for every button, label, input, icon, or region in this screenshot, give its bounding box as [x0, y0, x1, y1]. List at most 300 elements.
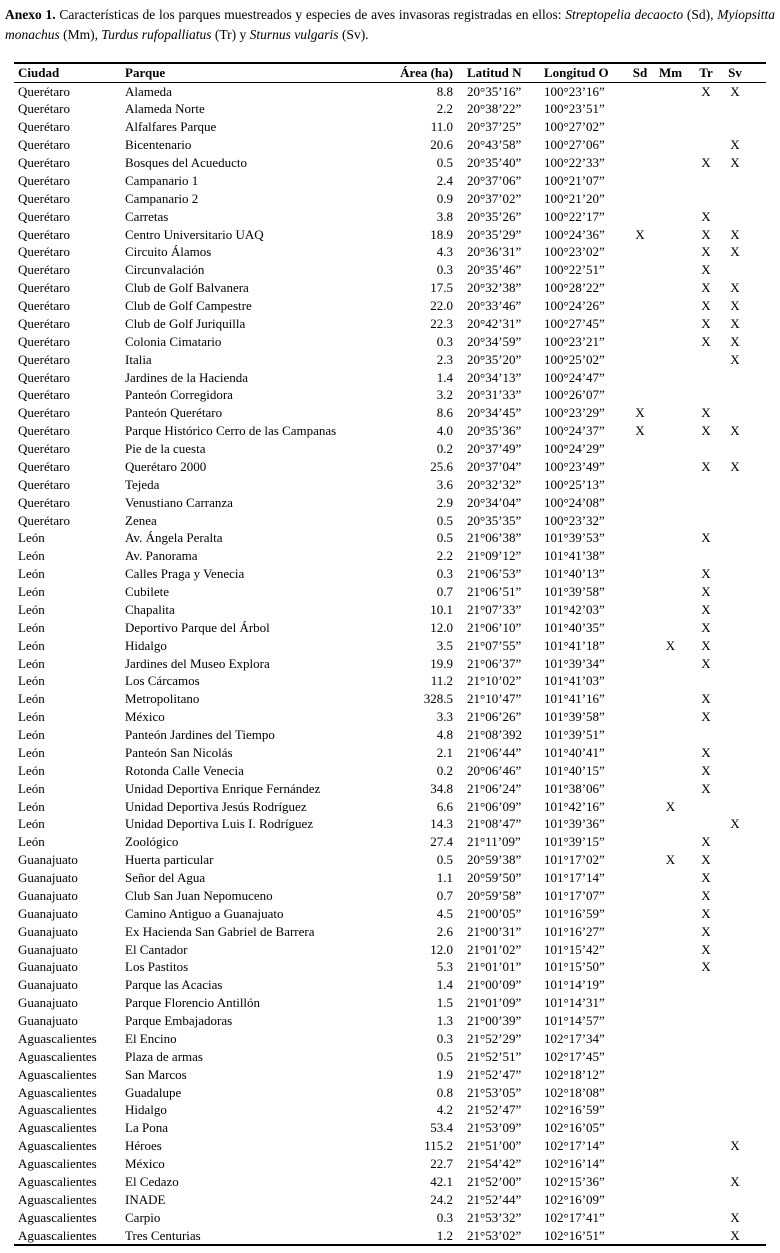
table-row	[14, 100, 766, 118]
cell-ciudad: León	[18, 566, 45, 582]
cell-tr	[688, 1066, 724, 1084]
cell-sv	[724, 1119, 766, 1137]
table-row	[14, 1209, 766, 1227]
cell-area: 0.3	[436, 1209, 453, 1225]
cell-lat: 21°06’37”	[467, 655, 522, 671]
cell-mm	[653, 386, 688, 404]
cell-lon: 100°24’47”	[544, 369, 605, 385]
cell-area: 2.6	[436, 923, 453, 939]
table-row	[14, 136, 766, 154]
cell-tr	[688, 976, 724, 994]
cell-area: 3.2	[436, 387, 453, 403]
cell-lon: 101°16’27”	[544, 923, 605, 939]
cell-ciudad: Aguascalientes	[18, 1156, 97, 1171]
cell-lon: 102°17’34”	[544, 1030, 605, 1046]
cell-area: 17.5	[430, 280, 453, 296]
table-row	[14, 386, 766, 404]
cell-parque: Rotonda Calle Venecia	[125, 762, 244, 778]
cell-lon: 101°39’36”	[544, 816, 605, 832]
cell-tr: X	[701, 709, 711, 725]
cell-sd	[627, 333, 653, 351]
table-row	[14, 708, 766, 726]
cell-ciudad: Querétaro	[18, 405, 70, 421]
cell-sv: X	[730, 458, 740, 474]
cell-sd	[627, 619, 653, 637]
cell-tr: X	[701, 244, 711, 260]
cell-ciudad: Querétaro	[18, 351, 70, 367]
cell-ciudad: Aguascalientes	[18, 1030, 97, 1046]
cell-parque: Tres Centurias	[125, 1227, 201, 1243]
cell-lon: 101°39’58”	[544, 584, 605, 599]
cell-tr	[688, 726, 724, 744]
cell-sd	[627, 1048, 653, 1066]
cell-lon: 100°24’37”	[544, 423, 605, 439]
cell-ciudad: León	[18, 673, 45, 689]
cell-ciudad: Querétaro	[18, 280, 70, 296]
cell-ciudad: León	[18, 584, 45, 599]
cell-sd	[627, 529, 653, 547]
cell-sv	[724, 369, 766, 387]
cell-ciudad: Querétaro	[18, 387, 70, 403]
cell-lon: 102°16’05”	[544, 1120, 605, 1136]
table-row	[14, 226, 766, 244]
cell-sv	[724, 619, 766, 637]
cell-lat: 21°00’31”	[467, 923, 522, 939]
cell-lat: 21°10’02”	[467, 673, 522, 689]
cell-mm	[653, 583, 688, 601]
cell-lat: 20°37’02”	[467, 190, 522, 206]
table-row	[14, 476, 766, 494]
cell-area: 4.8	[436, 727, 453, 742]
cell-lat: 21°52’44”	[467, 1191, 522, 1207]
cell-sd	[627, 744, 653, 762]
column-header-mm: Mm	[653, 63, 688, 82]
cell-lon: 100°22’51”	[544, 262, 605, 278]
cell-lat: 21°52’51”	[467, 1048, 522, 1064]
cell-mm	[653, 923, 688, 941]
cell-lon: 100°23’51”	[544, 101, 605, 117]
cell-lon: 100°24’26”	[544, 298, 605, 313]
cell-area: 0.8	[436, 1084, 453, 1100]
table-row	[14, 1173, 766, 1191]
table-row	[14, 333, 766, 351]
cell-tr: X	[701, 458, 711, 474]
cell-mm	[653, 815, 688, 833]
cell-mm	[653, 941, 688, 959]
cell-sv	[724, 547, 766, 565]
table-row	[14, 172, 766, 190]
table-row	[14, 154, 766, 172]
cell-ciudad: Querétaro	[18, 262, 70, 278]
cell-ciudad: Querétaro	[18, 369, 70, 385]
cell-mm	[653, 190, 688, 208]
column-header-tr: Tr	[688, 63, 724, 82]
cell-parque: Unidad Deportiva Enrique Fernández	[125, 780, 321, 796]
cell-area: 34.8	[430, 780, 453, 796]
cell-lon: 100°28’22”	[544, 280, 605, 296]
cell-sv	[724, 762, 766, 780]
table-row	[14, 1048, 766, 1066]
cell-parque: Unidad Deportiva Luis I. Rodríguez	[125, 816, 314, 832]
cell-mm	[653, 136, 688, 154]
table-row	[14, 672, 766, 690]
cell-sv	[724, 637, 766, 655]
cell-lat: 21°06’24”	[467, 780, 522, 796]
cell-mm	[653, 1137, 688, 1155]
cell-area: 25.6	[430, 458, 453, 474]
cell-parque: Parque Florencio Antillón	[125, 995, 261, 1011]
cell-lat: 21°07’33”	[467, 601, 522, 617]
cell-lon: 101°40’15”	[544, 762, 605, 778]
cell-tr: X	[701, 941, 711, 957]
cell-lon: 100°21’07”	[544, 172, 605, 188]
cell-ciudad: Aguascalientes	[18, 1173, 97, 1189]
cell-area: 1.5	[436, 995, 453, 1011]
cell-sd	[627, 243, 653, 261]
cell-sd: X	[635, 226, 645, 242]
cell-sv: X	[730, 351, 740, 367]
cell-parque: México	[125, 709, 165, 725]
cell-lat: 21°08’392	[467, 727, 523, 742]
table-row	[14, 82, 766, 100]
cell-parque: Los Pastitos	[125, 959, 189, 975]
cell-tr: X	[701, 744, 711, 760]
cell-lon: 101°41’03”	[544, 673, 605, 689]
cell-sv	[724, 690, 766, 708]
table-row	[14, 1012, 766, 1030]
cell-sv	[724, 1066, 766, 1084]
cell-parque: Hidalgo	[125, 637, 167, 653]
caption-text	[5, 7, 775, 42]
cell-area: 53.4	[430, 1120, 453, 1136]
cell-sv	[724, 655, 766, 673]
column-header-lon: Longitud O	[537, 63, 627, 82]
cell-mm	[653, 154, 688, 172]
cell-sd	[627, 1209, 653, 1227]
cell-tr: X	[701, 226, 711, 242]
cell-lat: 21°06’10”	[467, 619, 522, 635]
cell-parque: Unidad Deportiva Jesús Rodríguez	[125, 798, 307, 814]
column-header-sv: Sv	[724, 63, 766, 82]
cell-lat: 20°59’38”	[467, 852, 522, 868]
cell-parque: Señor del Agua	[125, 870, 206, 885]
cell-tr: X	[701, 619, 711, 635]
cell-sd	[627, 798, 653, 816]
cell-parque: El Cantador	[125, 941, 188, 957]
cell-sv	[724, 923, 766, 941]
species-name: Streptopelia decaocto	[565, 7, 684, 22]
caption-segment: Características de los parques muestreados y especies de aves invasoras registradas en ellos:	[55, 7, 566, 22]
cell-lat: 20°37’25”	[467, 119, 522, 135]
cell-ciudad: Querétaro	[18, 101, 70, 117]
cell-lat: 21°06’53”	[467, 566, 522, 582]
cell-lon: 100°24’08”	[544, 494, 605, 510]
cell-mm	[653, 833, 688, 851]
cell-area: 2.1	[436, 744, 453, 760]
cell-sd	[627, 154, 653, 172]
cell-lon: 100°22’17”	[544, 208, 605, 224]
cell-parque: Alameda	[125, 83, 172, 99]
cell-mm	[653, 279, 688, 297]
cell-sd	[627, 976, 653, 994]
cell-ciudad: León	[18, 709, 45, 725]
cell-sd	[627, 690, 653, 708]
cell-sd	[627, 1030, 653, 1048]
cell-tr: X	[701, 834, 711, 850]
cell-ciudad: León	[18, 727, 45, 742]
cell-tr	[688, 369, 724, 387]
cell-parque: Club de Golf Balvanera	[125, 280, 249, 296]
cell-tr: X	[701, 405, 711, 421]
cell-lat: 21°06’38”	[467, 530, 522, 546]
cell-sv	[724, 780, 766, 798]
cell-parque: Alfalfares Parque	[125, 119, 217, 135]
cell-mm	[653, 762, 688, 780]
cell-mm	[653, 422, 688, 440]
cell-tr	[688, 798, 724, 816]
table-row	[14, 404, 766, 422]
table-row	[14, 547, 766, 565]
cell-lon: 102°16’51”	[544, 1227, 605, 1243]
cell-lat: 21°52’00”	[467, 1173, 522, 1189]
cell-lon: 101°17’07”	[544, 887, 605, 903]
cell-parque: Italia	[125, 351, 152, 367]
cell-area: 3.8	[436, 208, 453, 224]
cell-sd	[627, 208, 653, 226]
cell-parque: Jardines de la Hacienda	[125, 369, 249, 385]
cell-ciudad: Querétaro	[18, 441, 70, 456]
cell-lat: 21°01’09”	[467, 995, 522, 1011]
table-row	[14, 619, 766, 637]
cell-mm	[653, 690, 688, 708]
cell-tr	[688, 1173, 724, 1191]
cell-ciudad: León	[18, 816, 45, 832]
cell-sd	[627, 905, 653, 923]
cell-area: 12.0	[430, 941, 453, 957]
cell-area: 20.6	[430, 137, 453, 153]
cell-sv	[724, 887, 766, 905]
cell-parque: Alameda Norte	[125, 101, 205, 117]
cell-area: 1.2	[436, 1227, 453, 1243]
table-row	[14, 941, 766, 959]
cell-tr: X	[701, 852, 711, 868]
cell-parque: Querétaro 2000	[125, 458, 207, 474]
cell-sv	[724, 1048, 766, 1066]
caption-segment: (Sd),	[683, 7, 718, 22]
cell-mm	[653, 994, 688, 1012]
cell-area: 24.2	[430, 1191, 453, 1207]
cell-tr: X	[701, 423, 711, 439]
cell-ciudad: León	[18, 762, 45, 778]
cell-parque: Bicentenario	[125, 137, 192, 153]
cell-lat: 20°59’50”	[467, 870, 522, 885]
table-row	[14, 1119, 766, 1137]
column-header-sd: Sd	[627, 63, 653, 82]
table-row	[14, 1084, 766, 1102]
cell-sv: X	[730, 1209, 740, 1225]
cell-area: 22.3	[430, 315, 453, 331]
cell-mm	[653, 958, 688, 976]
cell-lat: 20°34’59”	[467, 333, 522, 349]
cell-parque: Parque Histórico Cerro de las Campanas	[125, 423, 337, 439]
cell-parque: Hidalgo	[125, 1102, 167, 1118]
cell-lat: 20°34’45”	[467, 405, 522, 421]
cell-tr	[688, 1155, 724, 1173]
cell-lat: 20°37’06”	[467, 172, 522, 188]
cell-sv	[724, 672, 766, 690]
table-row	[14, 529, 766, 547]
cell-lat: 20°35’16”	[467, 83, 522, 99]
cell-sd	[627, 279, 653, 297]
cell-sd	[627, 1191, 653, 1209]
cell-parque: Centro Universitario UAQ	[125, 226, 264, 242]
cell-tr	[688, 351, 724, 369]
table-row	[14, 208, 766, 226]
cell-tr	[688, 1030, 724, 1048]
cell-lon: 100°23’29”	[544, 405, 605, 421]
cell-area: 11.0	[430, 119, 453, 135]
cell-mm	[653, 297, 688, 315]
cell-sv	[724, 833, 766, 851]
table-row	[14, 887, 766, 905]
cell-tr	[688, 547, 724, 565]
cell-lat: 21°01’02”	[467, 941, 522, 957]
species-name: Myiopsitta monachus	[5, 7, 776, 42]
cell-lon: 102°16’14”	[544, 1156, 605, 1171]
cell-sd: X	[635, 423, 645, 439]
cell-ciudad: Querétaro	[18, 423, 70, 439]
cell-tr	[688, 172, 724, 190]
cell-ciudad: Guanajuato	[18, 1013, 78, 1028]
cell-tr: X	[701, 530, 711, 546]
cell-lon: 101°40’41”	[544, 744, 605, 760]
cell-lat: 20°35’29”	[467, 226, 522, 242]
cell-lat: 20°35’40”	[467, 155, 522, 170]
cell-tr: X	[701, 155, 711, 170]
cell-tr: X	[701, 333, 711, 349]
cell-sd	[627, 1119, 653, 1137]
cell-lon: 100°26’07”	[544, 387, 605, 403]
cell-mm	[653, 1030, 688, 1048]
cell-area: 0.7	[436, 584, 453, 599]
cell-lon: 100°23’16”	[544, 83, 605, 99]
cell-ciudad: Querétaro	[18, 119, 70, 135]
cell-sv	[724, 118, 766, 136]
table-row	[14, 994, 766, 1012]
cell-lon: 100°21’20”	[544, 190, 605, 206]
cell-mm	[653, 744, 688, 762]
cell-parque: La Pona	[125, 1120, 168, 1136]
column-header-ciudad: Ciudad	[14, 63, 125, 82]
cell-mm	[653, 494, 688, 512]
cell-area: 0.3	[436, 333, 453, 349]
cell-lat: 21°06’51”	[467, 584, 522, 599]
table-header	[14, 63, 766, 82]
cell-ciudad: León	[18, 530, 45, 546]
cell-parque: Carretas	[125, 208, 169, 224]
cell-sv	[724, 476, 766, 494]
cell-lon: 100°23’32”	[544, 512, 605, 528]
cell-lat: 20°37’04”	[467, 458, 522, 474]
table-row	[14, 744, 766, 762]
cell-mm	[653, 869, 688, 887]
cell-lat: 20°35’20”	[467, 351, 522, 367]
cell-lon: 101°39’34”	[544, 655, 605, 671]
table-row	[14, 905, 766, 923]
cell-lat: 21°06’44”	[467, 744, 522, 760]
cell-parque: Cubilete	[125, 584, 170, 599]
cell-sv	[724, 529, 766, 547]
column-header-area: Área (ha)	[393, 63, 453, 82]
cell-ciudad: León	[18, 744, 45, 760]
cell-sv	[724, 958, 766, 976]
cell-area: 10.1	[430, 601, 453, 617]
cell-lat: 21°01’01”	[467, 959, 522, 975]
cell-tr	[688, 1209, 724, 1227]
cell-mm	[653, 726, 688, 744]
cell-sd	[627, 476, 653, 494]
cell-sv	[724, 190, 766, 208]
cell-mm: X	[665, 798, 676, 814]
cell-mm	[653, 100, 688, 118]
table-row	[14, 297, 766, 315]
cell-sv: X	[730, 816, 740, 832]
table-row	[14, 637, 766, 655]
cell-mm	[653, 1173, 688, 1191]
cell-mm	[653, 261, 688, 279]
cell-tr: X	[701, 887, 711, 903]
cell-parque: Club de Golf Juriquilla	[125, 315, 246, 331]
table-row	[14, 1227, 766, 1246]
cell-parque: Club San Juan Nepomuceno	[125, 887, 273, 903]
cell-lon: 101°42’16”	[544, 798, 605, 814]
cell-ciudad: León	[18, 780, 45, 796]
cell-mm	[653, 708, 688, 726]
cell-mm	[653, 1119, 688, 1137]
cell-sv	[724, 261, 766, 279]
cell-sd	[627, 1155, 653, 1173]
cell-sv: X	[730, 1138, 740, 1154]
cell-tr: X	[701, 923, 711, 939]
cell-lon: 100°27’06”	[544, 137, 605, 153]
cell-lon: 102°17’45”	[544, 1048, 605, 1064]
cell-tr: X	[701, 584, 711, 599]
cell-mm	[653, 601, 688, 619]
cell-area: 22.7	[430, 1156, 453, 1171]
cell-lon: 101°17’14”	[544, 870, 605, 885]
cell-sv	[724, 100, 766, 118]
table-row	[14, 1101, 766, 1119]
cell-area: 4.2	[436, 1102, 453, 1118]
header-row	[14, 63, 766, 82]
cell-lon: 101°40’35”	[544, 619, 605, 635]
cell-sv: X	[730, 1173, 740, 1189]
cell-lat: 21°00’09”	[467, 977, 522, 993]
cell-parque: Club de Golf Campestre	[125, 298, 252, 313]
cell-lon: 100°23’21”	[544, 333, 605, 349]
cell-mm	[653, 887, 688, 905]
cell-lat: 20°38’22”	[467, 101, 522, 117]
table-row	[14, 1066, 766, 1084]
cell-mm	[653, 780, 688, 798]
cell-sv: X	[730, 137, 740, 153]
cell-parque: Campanario 1	[125, 172, 199, 188]
cell-sv: X	[730, 298, 740, 313]
cell-sv	[724, 976, 766, 994]
table-row	[14, 565, 766, 583]
cell-lat: 21°52’29”	[467, 1030, 522, 1046]
cell-lat: 21°08’47”	[467, 816, 522, 832]
